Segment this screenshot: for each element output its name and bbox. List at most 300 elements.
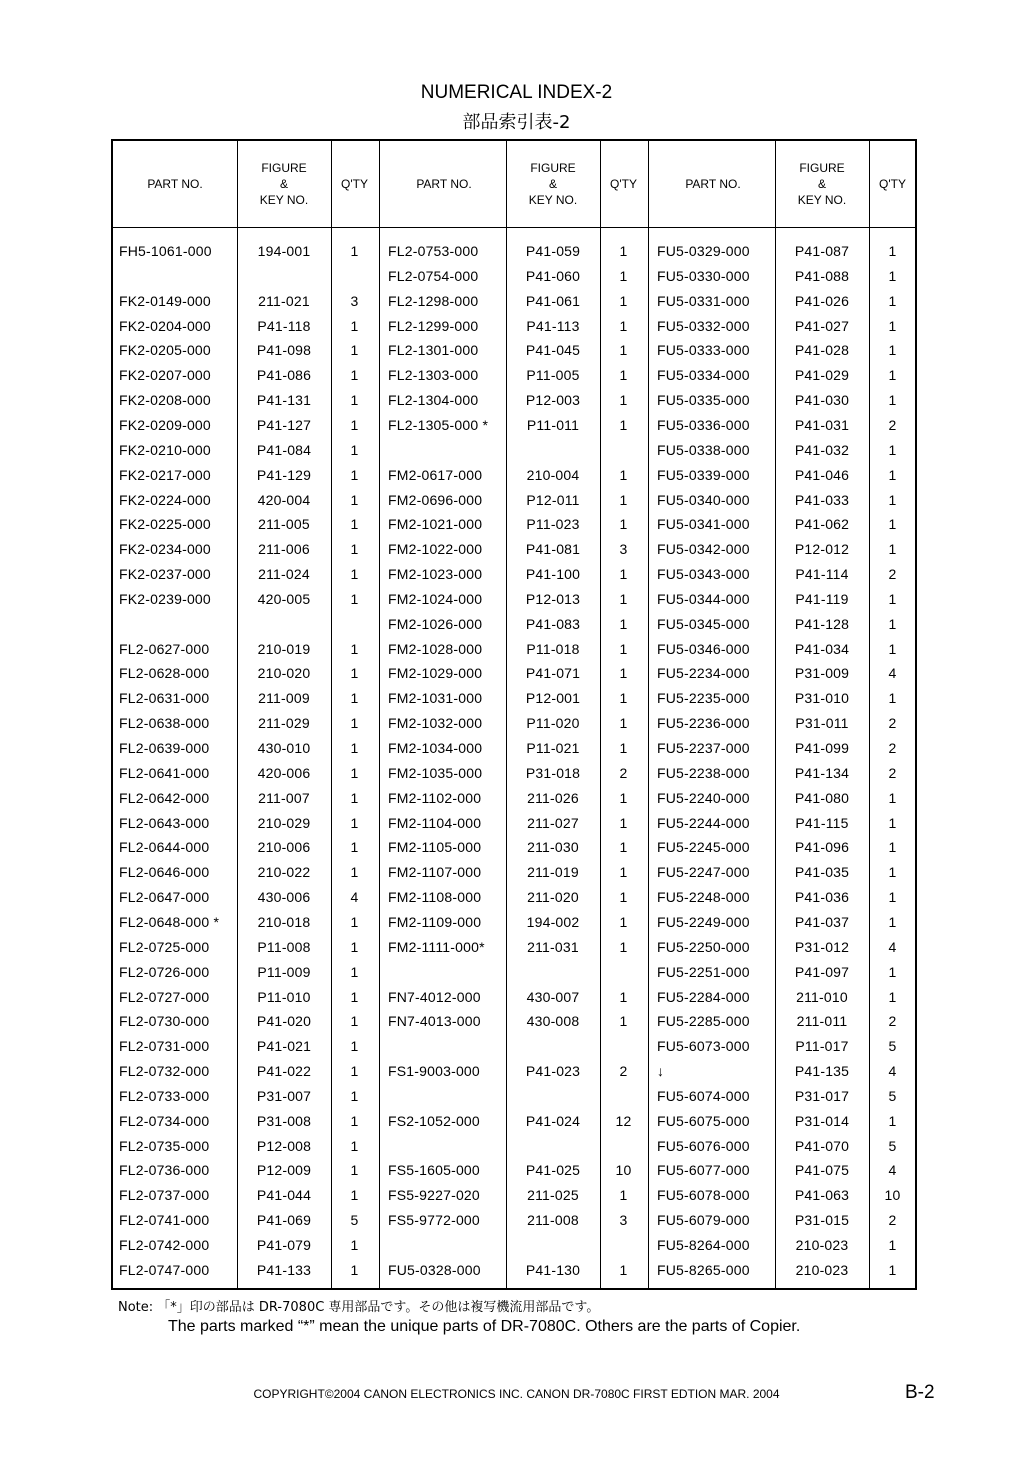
figure-key-cell: P41-118 — [257, 317, 311, 334]
part-no-cell: FM2-1034-000 — [388, 740, 483, 756]
header-part-no: PART NO. — [147, 177, 203, 191]
qty-cell: 2 — [888, 416, 897, 433]
figure-key-cell: P41-113 — [526, 317, 580, 334]
part-no-cell: FK2-0207-000 — [119, 367, 211, 384]
figure-key-cell: 210-023 — [795, 1237, 849, 1253]
qty-cell: 1 — [619, 640, 628, 657]
page-number: B-2 — [905, 1382, 935, 1403]
part-no-cell: FU5-2238-000 — [657, 764, 750, 781]
qty-cell: 1 — [350, 690, 359, 707]
figure-key-cell: 210-018 — [257, 913, 311, 930]
part-no-cell: FM2-1032-000 — [388, 715, 483, 732]
qty-cell: 1 — [619, 292, 628, 309]
qty-cell: 3 — [619, 541, 628, 558]
part-no-cell: FL2-0627-000 — [119, 640, 210, 657]
part-no-cell: FL2-1298-000 — [388, 292, 479, 309]
part-no-cell: FK2-0225-000 — [119, 516, 211, 533]
part-no-cell: FU5-0342-000 — [657, 541, 750, 558]
part-no-cell: FM2-0696-000 — [388, 491, 483, 508]
part-no-cell: FS5-9772-000 — [388, 1212, 480, 1229]
qty-cell: 1 — [888, 864, 897, 881]
figure-key-cell: P12-003 — [525, 392, 581, 409]
qty-cell: 1 — [350, 764, 359, 781]
part-no-cell: FU5-2285-000 — [657, 1013, 750, 1030]
qty-cell: 2 — [888, 764, 897, 781]
part-no-cell: FL2-0742-000 — [119, 1237, 210, 1253]
part-no-cell: FU5-0339-000 — [657, 466, 750, 483]
copyright-footer: COPYRIGHT©2004 CANON ELECTRONICS INC. CANON DR-7080C FIRST EDTION MAR. 2004 — [253, 1387, 780, 1401]
part-no-cell: FM2-1111-000* — [388, 938, 485, 955]
qty-cell: 1 — [888, 342, 897, 359]
qty-cell: 1 — [350, 789, 359, 806]
qty-cell: 2 — [888, 740, 897, 756]
qty-cell: 1 — [350, 1261, 359, 1278]
part-no-cell: FM2-1029-000 — [388, 665, 483, 682]
part-no-cell: FL2-0641-000 — [119, 764, 210, 781]
qty-cell: 1 — [350, 1237, 359, 1253]
figure-key-cell: P41-037 — [794, 913, 850, 930]
qty-cell: 1 — [350, 342, 359, 359]
qty-cell: 1 — [619, 740, 628, 756]
part-no-cell: FU5-2247-000 — [657, 864, 750, 881]
part-no-cell: FM2-1022-000 — [388, 541, 483, 558]
qty-cell: 1 — [619, 392, 628, 409]
part-no-cell: FS5-9227-020 — [388, 1187, 480, 1204]
figure-key-cell: P41-021 — [256, 1038, 312, 1055]
part-no-cell: FM2-1108-000 — [388, 889, 482, 906]
figure-key-cell: 211-019 — [527, 864, 579, 881]
qty-cell: 1 — [888, 1112, 897, 1129]
part-no-cell: FL2-0735-000 — [119, 1137, 210, 1154]
header-part-no: PART NO. — [416, 177, 472, 191]
figure-key-cell: P41-035 — [794, 864, 850, 881]
qty-cell: 1 — [888, 441, 897, 458]
figure-key-cell: P12-008 — [256, 1137, 312, 1154]
part-no-cell: FU5-6079-000 — [657, 1212, 750, 1229]
part-no-cell: FM2-1031-000 — [388, 690, 483, 707]
figure-key-cell: 211-027 — [527, 814, 579, 831]
qty-cell: 1 — [350, 839, 359, 856]
figure-key-cell: P41-114 — [795, 566, 849, 583]
qty-cell: 4 — [888, 665, 897, 682]
part-no-cell: FK2-0217-000 — [119, 466, 211, 483]
part-no-cell: FU5-0340-000 — [657, 491, 750, 508]
figure-key-cell: 211-009 — [258, 690, 310, 707]
part-no-cell: FK2-0205-000 — [119, 342, 211, 359]
part-no-cell: FL2-1304-000 — [388, 392, 479, 409]
figure-key-cell: P31-010 — [794, 690, 850, 707]
qty-cell: 1 — [619, 1261, 628, 1278]
qty-cell: 1 — [350, 913, 359, 930]
part-no-cell: FK2-0149-000 — [119, 292, 211, 309]
part-no-cell: FL2-0638-000 — [119, 715, 210, 732]
part-no-cell: FL2-0747-000 — [119, 1261, 210, 1278]
part-no-cell: FL2-1305-000 * — [388, 416, 489, 433]
figure-key-cell: P41-034 — [794, 640, 850, 657]
figure-key-cell: P41-115 — [795, 814, 849, 831]
figure-key-cell: 211-006 — [258, 541, 310, 558]
part-no-cell: FM2-1105-000 — [388, 839, 482, 856]
figure-key-cell: 420-006 — [257, 764, 311, 781]
qty-cell: 1 — [888, 690, 897, 707]
qty-cell: 1 — [888, 615, 897, 632]
part-no-cell: FK2-0239-000 — [119, 590, 211, 607]
figure-key-cell: 210-019 — [257, 640, 311, 657]
part-no-cell: FU5-2234-000 — [657, 665, 750, 682]
figure-key-cell: 211-025 — [527, 1187, 579, 1204]
header-divider — [113, 227, 915, 228]
header-qty: Q'TY — [610, 177, 637, 191]
figure-key-cell: P31-014 — [794, 1112, 850, 1129]
part-no-cell: FL2-0628-000 — [119, 665, 210, 682]
figure-key-cell: P41-081 — [525, 541, 581, 558]
figure-key-cell: 211-026 — [527, 789, 579, 806]
qty-cell: 2 — [619, 764, 628, 781]
qty-cell: 1 — [350, 988, 359, 1005]
figure-key-cell: P11-020 — [526, 715, 580, 732]
part-no-cell: FU5-2244-000 — [657, 814, 750, 831]
note-japanese: Note: 「*」印の部品は DR-7080C 専用部品です。その他は複写機流用部品です。 — [118, 1300, 600, 1315]
figure-key-cell: P31-009 — [794, 665, 850, 682]
part-no-cell: FK2-0204-000 — [119, 317, 211, 334]
header-qty: Q'TY — [879, 177, 906, 191]
figure-key-cell: P41-133 — [256, 1261, 312, 1278]
part-no-cell: FS1-9003-000 — [388, 1063, 480, 1080]
figure-key-cell: P41-097 — [794, 963, 850, 980]
part-no-cell: FU5-0345-000 — [657, 615, 750, 632]
qty-cell: 1 — [350, 466, 359, 483]
figure-key-cell: P11-021 — [526, 740, 580, 756]
qty-cell: 12 — [615, 1112, 632, 1129]
figure-key-cell: P41-135 — [794, 1063, 850, 1080]
part-no-cell: FS2-1052-000 — [388, 1112, 480, 1129]
figure-key-cell: 430-010 — [257, 740, 311, 756]
figure-key-cell: P41-022 — [256, 1063, 312, 1080]
qty-cell: 1 — [888, 814, 897, 831]
part-no-cell: FL2-0643-000 — [119, 814, 210, 831]
figure-key-cell: 210-004 — [526, 466, 580, 483]
part-no-cell: FU5-0334-000 — [657, 367, 750, 384]
part-no-cell: FM2-1021-000 — [388, 516, 483, 533]
figure-key-cell: 211-008 — [527, 1212, 579, 1229]
qty-cell: 1 — [350, 963, 359, 980]
figure-key-cell: P41-045 — [525, 342, 581, 359]
figure-key-cell: P41-046 — [794, 466, 850, 483]
figure-key-cell: 211-020 — [527, 889, 579, 906]
figure-key-cell: P41-027 — [794, 317, 850, 334]
figure-key-cell: P41-032 — [794, 441, 850, 458]
figure-key-cell: P12-013 — [525, 590, 581, 607]
figure-key-cell: P31-012 — [794, 938, 850, 955]
part-no-cell: FL2-0727-000 — [119, 988, 210, 1005]
figure-key-cell: P41-020 — [256, 1013, 312, 1030]
qty-cell: 4 — [888, 1063, 897, 1080]
part-no-cell: FU5-6076-000 — [657, 1137, 750, 1154]
header-figure-key-no: FIGURE & KEY NO. — [797, 161, 847, 207]
qty-cell: 1 — [350, 441, 359, 458]
figure-key-cell: P11-009 — [257, 963, 311, 980]
part-no-cell: FL2-0647-000 — [119, 889, 210, 906]
qty-cell: 1 — [350, 665, 359, 682]
part-no-cell: FU5-2237-000 — [657, 740, 750, 756]
part-no-cell: FU5-2236-000 — [657, 715, 750, 732]
figure-key-cell: P41-130 — [525, 1261, 581, 1278]
figure-key-cell: P41-088 — [794, 267, 850, 284]
figure-key-cell: P41-119 — [795, 590, 849, 607]
part-no-cell: FK2-0224-000 — [119, 491, 211, 508]
qty-cell: 1 — [350, 1112, 359, 1129]
figure-key-cell: 211-029 — [258, 715, 310, 732]
figure-key-cell: P41-033 — [794, 491, 850, 508]
part-no-cell: FU5-6073-000 — [657, 1038, 750, 1055]
figure-key-cell: P41-131 — [256, 392, 312, 409]
qty-cell: 1 — [888, 317, 897, 334]
qty-cell: 1 — [888, 367, 897, 384]
header-part-no: PART NO. — [685, 177, 741, 191]
qty-cell: 4 — [350, 889, 359, 906]
part-no-cell: FU5-0341-000 — [657, 516, 750, 533]
qty-cell: 1 — [619, 516, 628, 533]
part-no-cell: FL2-0736-000 — [119, 1162, 210, 1179]
figure-key-cell: 211-011 — [796, 1013, 848, 1030]
part-no-cell: FU5-0338-000 — [657, 441, 750, 458]
figure-key-cell: 430-008 — [526, 1013, 580, 1030]
part-no-cell: FU5-8265-000 — [657, 1261, 750, 1278]
figure-key-cell: P31-017 — [794, 1087, 850, 1104]
figure-key-cell: P41-087 — [794, 243, 850, 259]
part-no-cell: FU5-0343-000 — [657, 566, 750, 583]
part-no-cell: FM2-1035-000 — [388, 764, 483, 781]
part-no-cell: FU5-6077-000 — [657, 1162, 750, 1179]
figure-key-cell: P41-100 — [525, 566, 581, 583]
page-title: NUMERICAL INDEX-2 — [420, 82, 613, 103]
qty-cell: 3 — [619, 1212, 628, 1229]
qty-cell: 1 — [619, 491, 628, 508]
qty-cell: 1 — [619, 342, 628, 359]
part-no-cell: FU5-0335-000 — [657, 392, 750, 409]
qty-cell: 1 — [350, 1162, 359, 1179]
figure-key-cell: 194-002 — [526, 913, 580, 930]
qty-cell: 4 — [888, 938, 897, 955]
part-no-cell: FU5-0333-000 — [657, 342, 750, 359]
figure-key-cell: 210-006 — [257, 839, 311, 856]
part-no-cell: FL2-1299-000 — [388, 317, 479, 334]
qty-cell: 5 — [350, 1212, 359, 1229]
part-no-cell: FU5-0344-000 — [657, 590, 750, 607]
qty-cell: 2 — [888, 1212, 897, 1229]
qty-cell: 1 — [350, 1063, 359, 1080]
qty-cell: 1 — [350, 814, 359, 831]
figure-key-cell: 210-029 — [257, 814, 311, 831]
figure-key-cell: P41-079 — [256, 1237, 312, 1253]
part-no-cell: FM2-1028-000 — [388, 640, 483, 657]
figure-key-cell: P41-025 — [525, 1162, 581, 1179]
part-no-cell: FU5-2248-000 — [657, 889, 750, 906]
figure-key-cell: P41-063 — [794, 1187, 850, 1204]
figure-key-cell: P41-070 — [794, 1137, 850, 1154]
qty-cell: 1 — [350, 1038, 359, 1055]
figure-key-cell: 211-007 — [258, 789, 310, 806]
part-no-cell: FL2-0730-000 — [119, 1013, 210, 1030]
qty-cell: 1 — [350, 416, 359, 433]
qty-cell: 1 — [350, 392, 359, 409]
part-no-cell: FL2-0731-000 — [119, 1038, 210, 1055]
figure-key-cell: P41-098 — [256, 342, 312, 359]
qty-cell: 1 — [350, 491, 359, 508]
part-no-cell: FL2-0741-000 — [119, 1212, 210, 1229]
figure-key-cell: P41-071 — [525, 665, 581, 682]
header-figure-key-no: FIGURE & KEY NO. — [259, 161, 309, 207]
figure-key-cell: P41-069 — [256, 1212, 312, 1229]
qty-cell: 1 — [888, 1237, 897, 1253]
qty-cell: 1 — [619, 715, 628, 732]
qty-cell: 1 — [350, 864, 359, 881]
qty-cell: 4 — [888, 1162, 897, 1179]
qty-cell: 1 — [619, 243, 628, 259]
figure-key-cell: 211-030 — [527, 839, 579, 856]
part-no-cell: FU5-2240-000 — [657, 789, 750, 806]
figure-key-cell: 210-023 — [795, 1261, 849, 1278]
figure-key-cell: P12-001 — [525, 690, 581, 707]
figure-key-cell: P31-015 — [794, 1212, 850, 1229]
qty-cell: 1 — [619, 913, 628, 930]
figure-key-cell: P41-134 — [794, 764, 850, 781]
qty-cell: 1 — [888, 789, 897, 806]
qty-cell: 1 — [888, 392, 897, 409]
qty-cell: 1 — [619, 590, 628, 607]
figure-key-cell: P41-096 — [794, 839, 850, 856]
figure-key-cell: P41-061 — [525, 292, 581, 309]
qty-cell: 2 — [888, 715, 897, 732]
part-no-cell: FM2-1104-000 — [388, 814, 482, 831]
figure-key-cell: P41-129 — [256, 466, 312, 483]
part-no-cell: FU5-0330-000 — [657, 267, 750, 284]
part-no-cell: FM2-1102-000 — [388, 789, 482, 806]
figure-key-cell: P41-029 — [794, 367, 850, 384]
figure-key-cell: P11-018 — [526, 640, 580, 657]
qty-cell: 1 — [888, 541, 897, 558]
part-no-cell: FL2-0725-000 — [119, 938, 210, 955]
part-no-cell: FM2-1107-000 — [388, 864, 482, 881]
figure-key-cell: 420-005 — [257, 590, 311, 607]
qty-cell: 1 — [619, 1013, 628, 1030]
qty-cell: 1 — [888, 243, 897, 259]
figure-key-cell: P41-026 — [794, 292, 850, 309]
figure-key-cell: P41-031 — [794, 416, 850, 433]
qty-cell: 1 — [350, 367, 359, 384]
qty-cell: 1 — [619, 416, 628, 433]
note-english: The parts marked “*” mean the unique parts of DR-7080C. Others are the parts of Copier. — [168, 1318, 801, 1335]
qty-cell: 1 — [619, 1187, 628, 1204]
qty-cell: 1 — [619, 615, 628, 632]
figure-key-cell: 211-010 — [796, 988, 848, 1005]
figure-key-cell: P12-011 — [526, 491, 580, 508]
qty-cell: 3 — [350, 292, 359, 309]
qty-cell: 1 — [619, 988, 628, 1005]
group-divider — [379, 141, 380, 1288]
part-no-cell: ↓ — [657, 1063, 665, 1080]
part-no-cell: FM2-1024-000 — [388, 590, 483, 607]
part-no-cell: FL2-0644-000 — [119, 839, 210, 856]
figure-key-cell: P41-080 — [794, 789, 850, 806]
qty-cell: 1 — [350, 715, 359, 732]
page-subtitle: 部品索引表-2 — [462, 112, 571, 133]
figure-key-cell: P41-059 — [525, 243, 581, 259]
part-no-cell: FM2-1026-000 — [388, 615, 483, 632]
qty-cell: 5 — [888, 1038, 897, 1055]
figure-key-cell: P41-023 — [525, 1063, 581, 1080]
figure-key-cell: P41-024 — [525, 1112, 581, 1129]
figure-key-cell: P41-036 — [794, 889, 850, 906]
part-no-cell: FU5-2245-000 — [657, 839, 750, 856]
qty-cell: 1 — [619, 466, 628, 483]
part-no-cell: FL2-0639-000 — [119, 740, 210, 756]
part-no-cell: FU5-6075-000 — [657, 1112, 750, 1129]
qty-cell: 10 — [615, 1162, 632, 1179]
figure-key-cell: 211-024 — [258, 566, 310, 583]
qty-cell: 1 — [350, 1087, 359, 1104]
qty-cell: 1 — [350, 590, 359, 607]
figure-key-cell: P41-084 — [256, 441, 312, 458]
qty-cell: 1 — [350, 1013, 359, 1030]
qty-cell: 1 — [619, 665, 628, 682]
qty-cell: 1 — [350, 516, 359, 533]
qty-cell: 1 — [350, 640, 359, 657]
qty-cell: 1 — [350, 938, 359, 955]
part-no-cell: FU5-8264-000 — [657, 1237, 750, 1253]
figure-key-cell: P31-018 — [525, 764, 581, 781]
part-no-cell: FL2-1303-000 — [388, 367, 479, 384]
header-figure-key-no: FIGURE & KEY NO. — [528, 161, 578, 207]
part-no-cell: FU5-0336-000 — [657, 416, 750, 433]
part-no-cell: FM2-1023-000 — [388, 566, 483, 583]
part-no-cell: FL2-0733-000 — [119, 1087, 210, 1104]
part-no-cell: FM2-0617-000 — [388, 466, 483, 483]
part-no-cell: FL2-0631-000 — [119, 690, 210, 707]
qty-cell: 2 — [888, 566, 897, 583]
part-no-cell: FS5-1605-000 — [388, 1162, 480, 1179]
qty-cell: 1 — [619, 839, 628, 856]
qty-cell: 1 — [350, 317, 359, 334]
figure-key-cell: P31-008 — [256, 1112, 312, 1129]
qty-cell: 2 — [619, 1063, 628, 1080]
figure-key-cell: 210-022 — [257, 864, 311, 881]
part-no-cell: FU5-0329-000 — [657, 243, 750, 259]
figure-key-cell: P41-127 — [256, 416, 312, 433]
figure-key-cell: P41-060 — [525, 267, 581, 284]
figure-key-cell: P41-030 — [794, 392, 850, 409]
figure-key-cell: P41-062 — [794, 516, 850, 533]
qty-cell: 1 — [619, 367, 628, 384]
qty-cell: 1 — [350, 243, 359, 259]
figure-key-cell: 430-006 — [257, 889, 311, 906]
part-no-cell: FK2-0208-000 — [119, 392, 211, 409]
qty-cell: 1 — [619, 317, 628, 334]
qty-cell: 1 — [350, 1187, 359, 1204]
qty-cell: 1 — [350, 740, 359, 756]
figure-key-cell: P11-023 — [526, 516, 580, 533]
numerical-index-table — [111, 139, 917, 1290]
part-no-cell: FU5-2249-000 — [657, 913, 750, 930]
figure-key-cell: P11-011 — [526, 416, 580, 433]
part-no-cell: FU5-2284-000 — [657, 988, 750, 1005]
figure-key-cell: P41-083 — [525, 615, 581, 632]
part-no-cell: FU5-6078-000 — [657, 1187, 750, 1204]
qty-cell: 1 — [619, 864, 628, 881]
figure-key-cell: 211-021 — [258, 292, 310, 309]
part-no-cell: FU5-2251-000 — [657, 963, 750, 980]
part-no-cell: FU5-2250-000 — [657, 938, 750, 955]
